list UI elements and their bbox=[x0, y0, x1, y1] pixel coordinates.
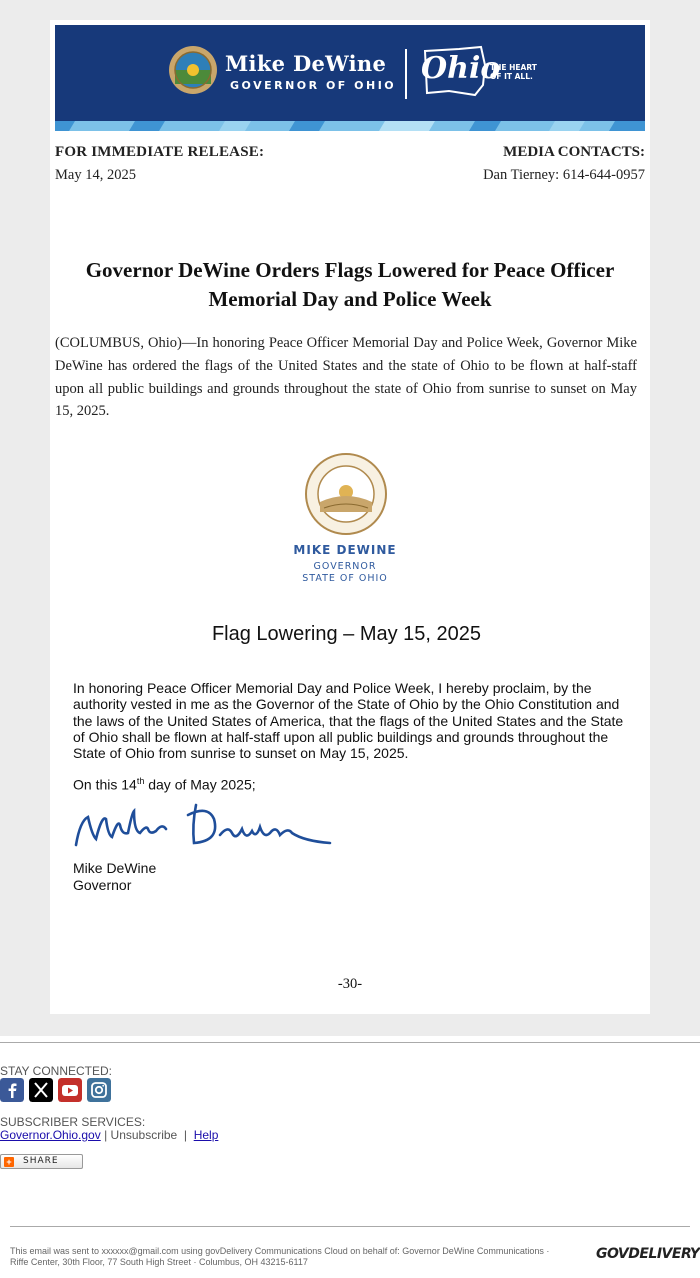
footnote: This email was sent to xxxxxx@gmail.com using govDelivery Communications Cloud on behalf of: Governor DeWine Communications · Riffe Center, 30th Floor, 77 South High Street · Columbus, OH 43215-6117 bbox=[10, 1246, 550, 1267]
email-footer bbox=[0, 1036, 700, 1278]
stay-connected-label: STAY CONNECTED: bbox=[0, 1064, 113, 1078]
govdelivery-logo[interactable]: GOVDELIVERY bbox=[596, 1246, 700, 1262]
proclamation-title: Flag Lowering – May 15, 2025 bbox=[211, 623, 482, 645]
share-button[interactable]: + SHARE bbox=[0, 1154, 83, 1169]
youtube-icon[interactable] bbox=[58, 1078, 82, 1102]
media-contacts-label: MEDIA CONTACTS: bbox=[503, 144, 645, 160]
lead-paragraph: (COLUMBUS, Ohio)—In honoring Peace Officer Memorial Day and Police Week, Governor Mike DeWine has ordered the flags of the United States and the state of Ohio to be flown at half-staff upon all public buildings and grounds throughout the state of Ohio from sunrise to sunset on May 15, 2025. bbox=[55, 335, 637, 420]
unsubscribe-link[interactable]: Unsubscribe bbox=[110, 1128, 178, 1142]
seal-state: STATE OF OHIO bbox=[302, 573, 388, 584]
press-release-card bbox=[50, 20, 650, 1014]
end-mark: -30- bbox=[337, 976, 363, 992]
signer-title: Governor bbox=[73, 877, 132, 893]
plus-icon: + bbox=[4, 1157, 14, 1167]
proclamation-date-line: On this 14th day of May 2025; bbox=[73, 776, 256, 793]
help-link[interactable]: Help bbox=[193, 1128, 219, 1142]
subscriber-services-label: SUBSCRIBER SERVICES: bbox=[0, 1115, 146, 1129]
tagline-line1: THE HEART bbox=[490, 63, 537, 72]
footer-divider bbox=[0, 1042, 700, 1043]
x-icon[interactable] bbox=[29, 1078, 53, 1102]
ohio-logo: Ohio bbox=[421, 51, 501, 86]
governor-banner bbox=[55, 25, 645, 130]
governor-name: Mike DeWine bbox=[225, 51, 387, 76]
release-label: FOR IMMEDIATE RELEASE: bbox=[55, 144, 265, 160]
release-date: May 14, 2025 bbox=[55, 167, 136, 183]
media-contact: Dan Tierney: 614-644-0957 bbox=[483, 167, 645, 183]
governor-site-link[interactable]: Governor.Ohio.gov bbox=[0, 1128, 101, 1142]
ohio-seal-icon bbox=[168, 45, 218, 95]
page-title: Governor DeWine Orders Flags Lowered for Peace Officer Memorial Day and Police Week bbox=[85, 258, 615, 311]
seal-title: GOVERNOR bbox=[313, 561, 377, 572]
footer-divider-bottom bbox=[10, 1226, 690, 1227]
governor-seal-icon bbox=[304, 452, 388, 536]
signer-name: Mike DeWine bbox=[73, 860, 157, 876]
banner-divider bbox=[405, 49, 407, 99]
proclamation-body: In honoring Peace Officer Memorial Day and Police Week, I hereby proclaim, by the authority vested in me as the Governor of the State of Ohio by the Ohio Constitution and the laws of the United States of America, that the flags of the United States and the State of Ohio shall be flown at half-staff upon all public buildings and grounds throughout the State of Ohio from sunrise to sunset on May 15, 2025. bbox=[73, 680, 624, 762]
subscriber-links: Governor.Ohio.gov | Unsubscribe | Help bbox=[0, 1128, 219, 1142]
governor-signature bbox=[70, 795, 340, 857]
instagram-icon[interactable] bbox=[87, 1078, 111, 1102]
governor-title: GOVERNOR OF OHIO bbox=[230, 79, 397, 92]
banner-stripes bbox=[55, 121, 645, 131]
facebook-icon[interactable] bbox=[0, 1078, 24, 1102]
seal-governor-name: MIKE DEWINE bbox=[293, 543, 397, 557]
tagline-line2: OF IT ALL. bbox=[490, 72, 533, 81]
